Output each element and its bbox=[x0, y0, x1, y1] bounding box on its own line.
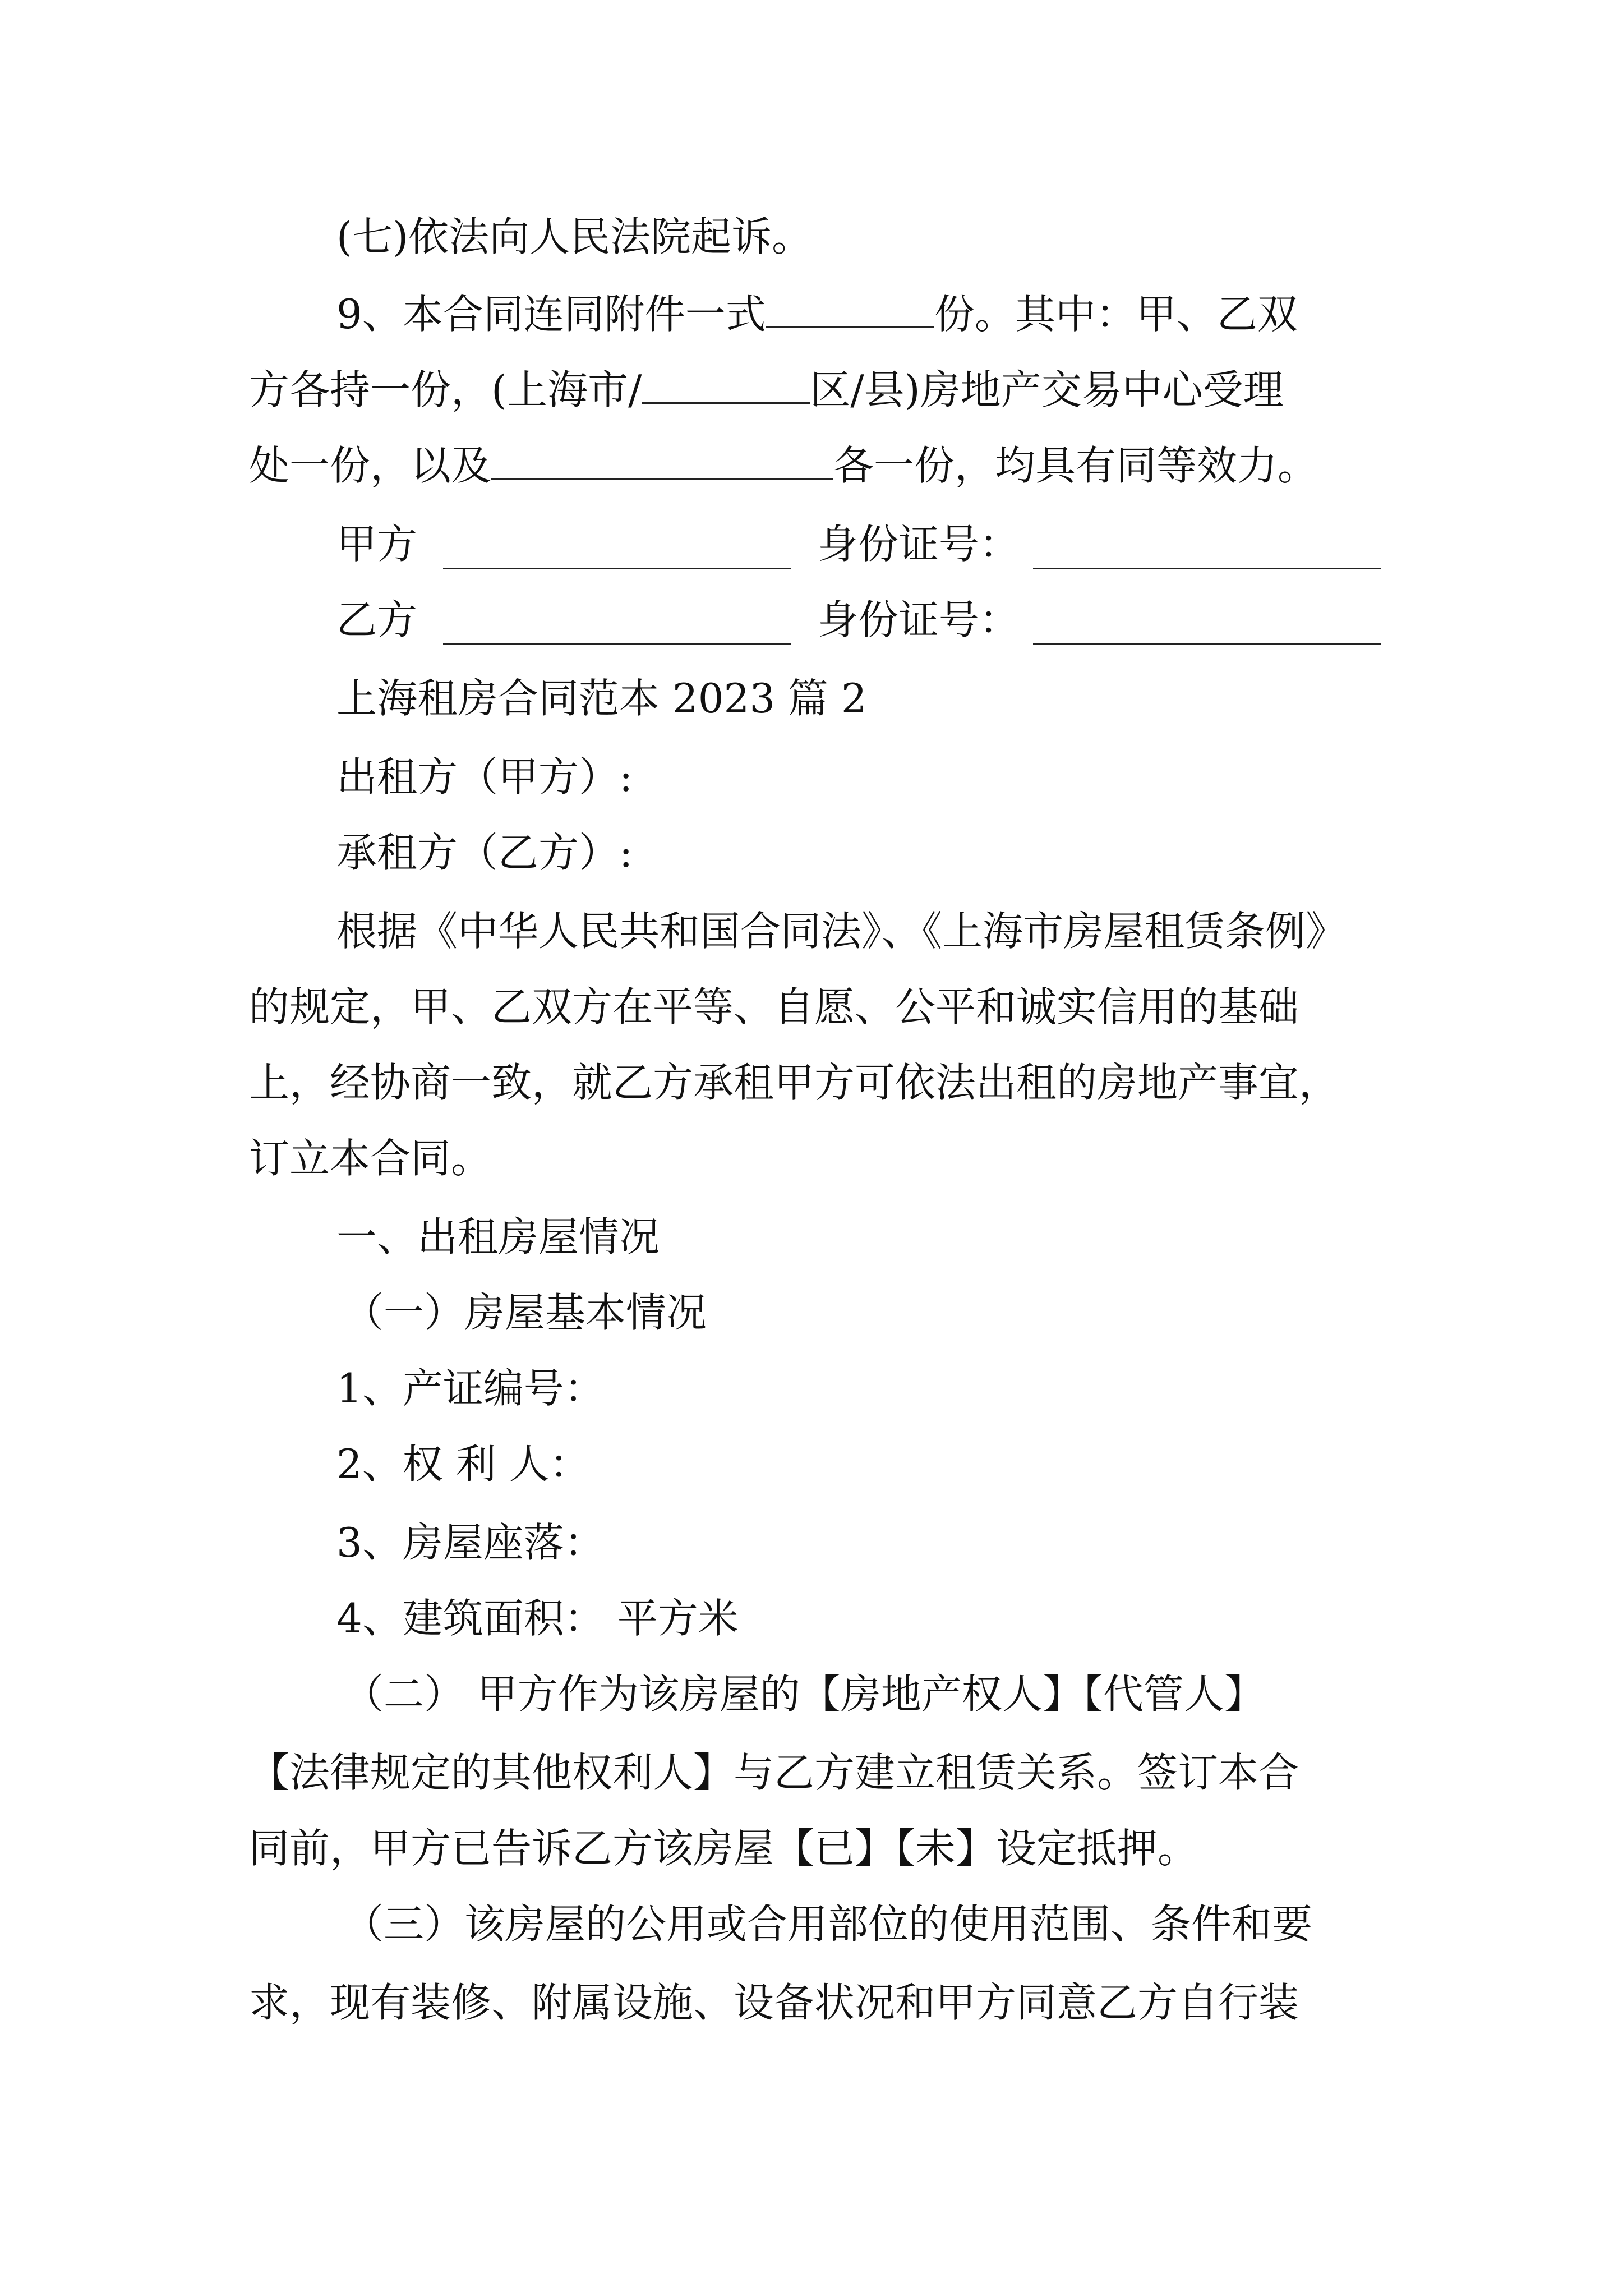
heading-subsection-1: （一）房屋基本情况 bbox=[343, 1289, 707, 1336]
party-a-name-blank[interactable] bbox=[443, 567, 791, 569]
clause-9-line-1 bbox=[336, 286, 1298, 342]
clause-9-text-d: 区/县)房地产交易中心受理 bbox=[810, 366, 1284, 413]
subsection-3-line-2: 求，现有装修、附属设施、设备状况和甲方同意乙方自行装 bbox=[249, 1979, 1299, 2026]
subsection-2-line-2: 【法律规定的其他权利人】与乙方建立租赁关系。签订本合 bbox=[249, 1749, 1299, 1796]
party-b-id-blank[interactable] bbox=[1033, 642, 1381, 645]
heading-section-1: 一、出租房屋情况 bbox=[336, 1213, 660, 1260]
item-floor-area: 4、建筑面积： 平方米 bbox=[336, 1595, 739, 1642]
clause-9-text-e: 处一份，以及 bbox=[249, 442, 492, 489]
section-title: 上海租房合同范本 2023 篇 2 bbox=[336, 675, 867, 722]
party-b-id-label: 身份证号： bbox=[818, 596, 1020, 643]
party-a-id-label: 身份证号： bbox=[818, 521, 1020, 568]
preamble-line-1: 根据《中华人民共和国合同法》、《上海市房屋租赁条例》 bbox=[336, 908, 1347, 955]
party-a-label: 甲方 bbox=[336, 521, 418, 568]
clause-9-line-2 bbox=[249, 362, 1284, 418]
preamble-line-3: 上，经协商一致，就乙方承租甲方可依法出租的房地产事宜， bbox=[249, 1059, 1340, 1106]
other-party-blank[interactable] bbox=[491, 443, 833, 480]
item-certificate-no: 1、产证编号： bbox=[336, 1365, 605, 1412]
preamble-line-2: 的规定，甲、乙双方在平等、自愿、公平和诚实信用的基础 bbox=[249, 983, 1299, 1030]
subsection-2-line-3: 同前，甲方已告诉乙方该房屋【已】【未】设定抵押。 bbox=[249, 1825, 1198, 1872]
preamble-line-4: 订立本合同。 bbox=[249, 1135, 492, 1182]
item-right-holder: 2、权 利 人： bbox=[336, 1441, 590, 1488]
clause-9-text-c: 方各持一份，(上海市/ bbox=[249, 366, 642, 413]
party-b-label: 乙方 bbox=[336, 596, 418, 643]
lessor-line: 出租方（甲方）: bbox=[336, 753, 633, 800]
party-b-name-blank[interactable] bbox=[443, 642, 791, 645]
item-location: 3、房屋座落： bbox=[336, 1519, 605, 1566]
subsection-2-line-1: （二） 甲方作为该房屋的【房地产权人】【代管人】 bbox=[343, 1671, 1265, 1718]
copies-blank[interactable] bbox=[766, 292, 934, 328]
party-a-id-blank[interactable] bbox=[1033, 567, 1381, 569]
subsection-3-line-1: （三）该房屋的公用或合用部位的使用范围、条件和要 bbox=[343, 1901, 1313, 1948]
clause-9-text-b: 份。其中：甲、乙双 bbox=[934, 291, 1298, 338]
lessee-line: 承租方（乙方）: bbox=[336, 829, 633, 876]
clause-7-line: (七)依法向人民法院起诉。 bbox=[336, 213, 813, 260]
clause-9-text-a: 9、本合同连同附件一式 bbox=[336, 291, 766, 338]
clause-9-line-3 bbox=[249, 438, 1318, 494]
clause-9-text-f: 各一份，均具有同等效力。 bbox=[833, 442, 1318, 489]
district-blank[interactable] bbox=[642, 367, 810, 404]
